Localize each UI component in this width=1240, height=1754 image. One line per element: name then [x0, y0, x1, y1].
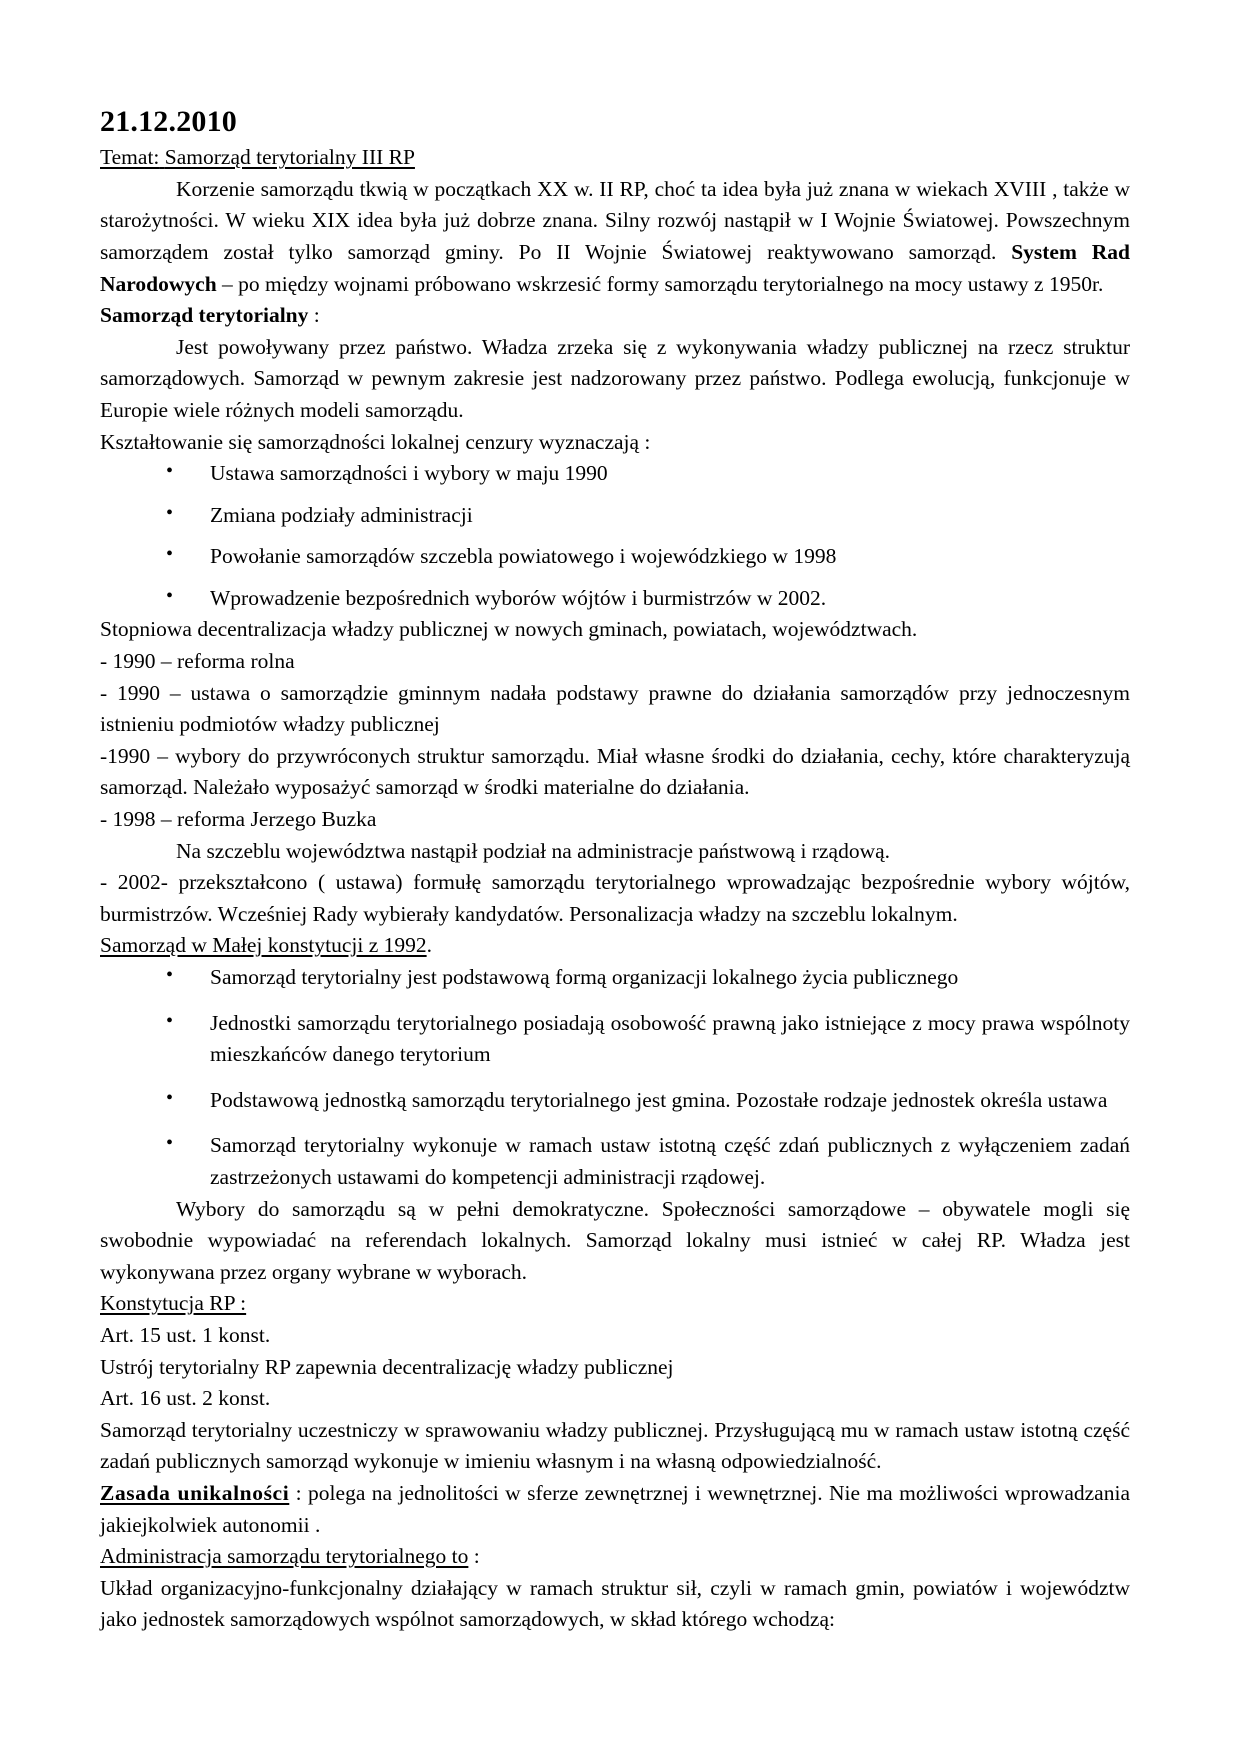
heading-administracja: [100, 1541, 1130, 1573]
heading-konstytucja-rp: [100, 1288, 1130, 1320]
timeline-2002-przeksztalcenie: - 2002- przekształcono ( ustawa) formułę samorządu terytorialnego wprowadzając bezpośrednie wybory wójtów, burmistrzów. Wcześniej Rady wybierały kandydatów. Personalizacja władzy na szczeblu lokalnym.: [100, 870, 1130, 926]
list-item: • Wprowadzenie bezpośrednich wyborów wójtów i burmistrzów w 2002.: [100, 583, 1130, 615]
heading-samorzad-terytorialny: [100, 300, 1130, 332]
subject-label: Temat:: [100, 145, 160, 170]
art16-text: Samorząd terytorialny uczestniczy w sprawowaniu władzy publicznej. Przysługującą mu w ramach ustaw istotną część zadań publicznych samorząd wykonuje w imieniu własnym i na własną odpowiedzialność.: [100, 1417, 1130, 1474]
list-item: • Powołanie samorządów szczebla powiatowego i wojewódzkiego w 1998: [100, 541, 1130, 573]
heading-mala-konstytucja-label: Samorząd w Małej konstytucji z 1992: [100, 933, 427, 958]
heading-mala-konstytucja: [100, 930, 1130, 962]
intro-text-part2: – po między wojnami próbowano wskrzesić formy samorządu terytorialnego na mocy ustawy z 1950r.: [216, 271, 1104, 296]
heading-administracja-suffix: :: [468, 1544, 480, 1569]
mala-konstytucja-bullet-list: [100, 962, 1130, 1194]
subject-value: Samorząd terytorialny III RP: [164, 145, 415, 170]
samorzad-paragraph: Jest powoływany przez państwo. Władza zrzeka się z wykonywania władzy publicznej na rzecz struktur samorządowych. Samorząd w pewnym zakresie jest nadzorowany przez państwo. Podlega ewolucją, funkcjonuje w Europie wiele różnych modeli samorządu.: [100, 334, 1130, 422]
timeline-1990-wybory: -1990 – wybory do przywróconych struktur samorządu. Miał własne środki do działania, cechy, które charakteryzują samorząd. Należało wyposażyć samorząd w środki materialne do działania.: [100, 743, 1130, 800]
list-item: • Samorząd terytorialny wykonuje w ramach ustaw istotną część zdań publicznych z wyłączeniem zadań zastrzeżonych ustawami do kompetencji administracji rządowej.: [100, 1130, 1130, 1193]
list-item: • Zmiana podziały administracji: [100, 500, 1130, 532]
heading-administracja-label: Administracja samorządu terytorialnego to: [100, 1544, 469, 1569]
subject-line: [100, 143, 1130, 171]
art15-label: Art. 15 ust. 1 konst.: [100, 1322, 271, 1347]
zasada-unikalnosci-term: Zasada unikalności: [100, 1480, 290, 1505]
intro-text-part1: Korzenie samorządu tkwią w początkach XX w. II RP, choć ta idea była już znana w wiekach XVIII , także w starożytności. W wieku XIX idea była już dobrze znana. Silny rozwój nastąpił w I Wojnie Światowej. Powszechnym samorządem został tylko samorząd gminy. Po II Wojnie Światowej reaktywowano samorząd.: [100, 176, 1130, 264]
list-item: • Jednostki samorządu terytorialnego posiadają osobowość prawną jako istniejące z mocy prawa wspólnoty mieszkańców danego terytorium: [100, 1008, 1130, 1071]
list-item: • Samorząd terytorialny jest podstawową formą organizacji lokalnego życia publicznego: [100, 962, 1130, 994]
zasada-unikalnosci-text: : polega na jednolitości w sferze zewnętrznej i wewnętrznej. Nie ma możliwości wprowadzania jakiejkolwiek autonomii .: [100, 1480, 1130, 1537]
intro-paragraph: [100, 174, 1130, 300]
cenzury-bullet-list: [100, 458, 1130, 614]
decentralizacja-line: Stopniowa decentralizacja władzy publicznej w nowych gminach, powiatach, województwach.: [100, 617, 918, 642]
administracja-text: Układ organizacyjno-funkcjonalny działający w ramach struktur sił, czyli w ramach gmin, powiatów i województw jako jednostek samorządowych wspólnot samorządowych, w skład którego wchodzą:: [100, 1575, 1130, 1632]
intro-bold-term: System Rad Narodowych: [100, 239, 1130, 296]
art15-text: Ustrój terytorialny RP zapewnia decentralizację władzy publicznej: [100, 1354, 674, 1379]
list-item: • Ustawa samorządności i wybory w maju 1990: [100, 458, 1130, 490]
timeline-1990-reforma-rolna: - 1990 – reforma rolna: [100, 649, 295, 674]
page-title: 21.12.2010: [100, 105, 237, 138]
list-item: • Podstawową jednostką samorządu terytorialnego jest gmina. Pozostałe rodzaje jednostek określa ustawa: [100, 1085, 1130, 1117]
cenzury-lead: Kształtowanie się samorządności lokalnej cenzury wyznaczają :: [100, 429, 651, 454]
heading-samorzad-terytorialny-label: Samorząd terytorialny: [100, 303, 309, 328]
wybory-paragraph: Wybory do samorządu są w pełni demokratyczne. Społeczności samorządowe – obywatele mogli się swobodnie wypowiadać na referendach lokalnych. Samorząd lokalny musi istnieć w całej RP. Władza jest wykonywana przez organy wybrane w wyborach.: [100, 1196, 1130, 1284]
timeline-1998-reforma-buzka: - 1998 – reforma Jerzego Buzka: [100, 807, 377, 832]
heading-konstytucja-rp-label: Konstytucja RP :: [100, 1291, 247, 1316]
heading-mala-konstytucja-suffix: .: [426, 933, 432, 958]
heading-samorzad-terytorialny-suffix: :: [308, 303, 320, 328]
buzka-subnote: Na szczeblu województwa nastąpił podział na administracje państwową i rządową.: [176, 838, 891, 863]
timeline-1990-ustawa-gminna: - 1990 – ustawa o samorządzie gminnym nadała podstawy prawne do działania samorządów przy jednoczesnym istnieniu podmiotów władzy publicznej: [100, 680, 1130, 737]
zasada-unikalnosci: [100, 1478, 1130, 1541]
art16-label: Art. 16 ust. 2 konst.: [100, 1386, 271, 1411]
